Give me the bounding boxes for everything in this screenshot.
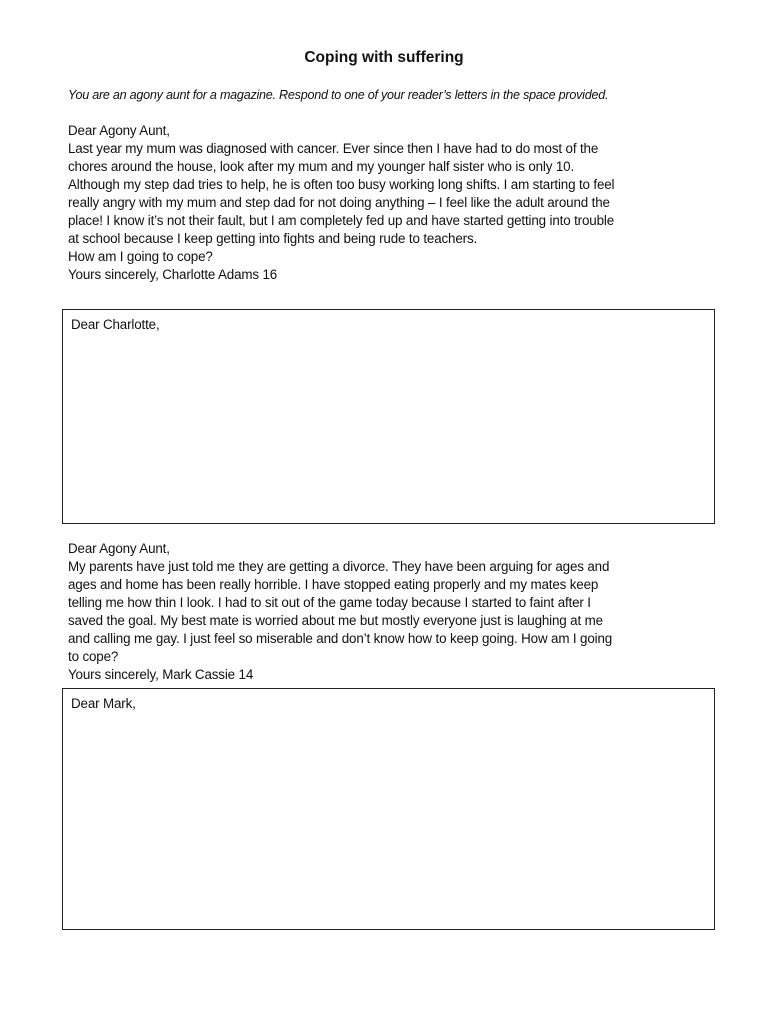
response-writing-area[interactable]	[71, 338, 706, 515]
response-box-mark	[62, 688, 715, 930]
letter-line: at school because I keep getting into fights and being rude to teachers.	[68, 231, 478, 246]
letter-line: place! I know it’s not their fault, but I am completely fed up and have started getting into trouble	[68, 213, 615, 228]
response-salutation: Dear Mark,	[71, 696, 136, 711]
letter-line: chores around the house, look after my mum and my younger half sister who is only 10.	[68, 159, 575, 174]
letter-line: really angry with my mum and step dad for not doing anything – I feel like the adult around the	[68, 195, 610, 210]
reader-letter-charlotte	[68, 122, 708, 284]
letter-greeting: Dear Agony Aunt,	[68, 541, 170, 556]
letter-greeting: Dear Agony Aunt,	[68, 123, 170, 138]
letter-line: saved the goal. My best mate is worried about me but mostly everyone just is laughing at me	[68, 613, 603, 628]
letter-signature: Yours sincerely, Charlotte Adams 16	[68, 267, 278, 282]
letter-line: Although my step dad tries to help, he is often too busy working long shifts. I am starting to feel	[68, 177, 615, 192]
letter-line: and calling me gay. I just feel so miserable and don’t know how to keep going. How am I going	[68, 631, 613, 646]
letter-line: to cope?	[68, 649, 119, 664]
response-box-charlotte	[62, 309, 715, 524]
letter-line: Last year my mum was diagnosed with cancer. Ever since then I have had to do most of the	[68, 141, 599, 156]
letter-line: How am I going to cope?	[68, 249, 213, 264]
letter-line: telling me how thin I look. I had to sit out of the game today because I started to faint after I	[68, 595, 591, 610]
page-title: Coping with suffering	[304, 49, 464, 66]
response-salutation: Dear Charlotte,	[71, 317, 160, 332]
letter-signature: Yours sincerely, Mark Cassie 14	[68, 667, 254, 682]
response-writing-area[interactable]	[71, 717, 706, 921]
letter-line: ages and home has been really horrible. I have stopped eating properly and my mates keep	[68, 577, 599, 592]
instructions: You are an agony aunt for a magazine. Respond to one of your reader’s letters in the space provided.	[68, 88, 609, 102]
letter-line: My parents have just told me they are getting a divorce. They have been arguing for ages and	[68, 559, 610, 574]
reader-letter-mark	[68, 540, 708, 684]
